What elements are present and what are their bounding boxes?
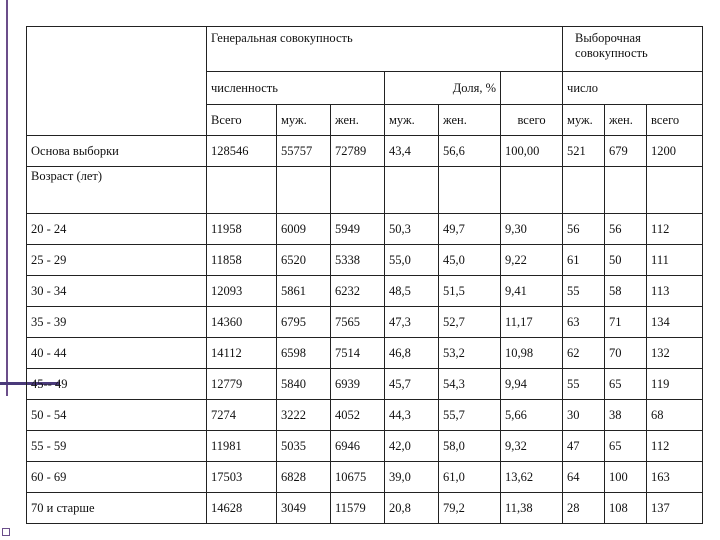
cell: 20,8	[385, 493, 439, 524]
table-row	[27, 245, 703, 276]
col-header: жен.	[331, 105, 385, 136]
row-label: Основа выборки	[27, 136, 207, 167]
cell: 6828	[277, 462, 331, 493]
cell: 9,30	[501, 214, 563, 245]
cell: 49,7	[439, 214, 501, 245]
col-header: жен.	[439, 105, 501, 136]
header-empty-cell	[501, 72, 563, 105]
table-row	[27, 214, 703, 245]
slide-bullet-square	[2, 528, 10, 536]
cell: 48,5	[385, 276, 439, 307]
col-header: муж.	[277, 105, 331, 136]
cell: 65	[605, 431, 647, 462]
table-row	[27, 369, 703, 400]
cell: 28	[563, 493, 605, 524]
cell: 108	[605, 493, 647, 524]
cell: 6520	[277, 245, 331, 276]
cell: 7274	[207, 400, 277, 431]
row-label: 70 и старше	[27, 493, 207, 524]
cell: 112	[647, 431, 703, 462]
col-header: муж.	[563, 105, 605, 136]
table-row	[27, 431, 703, 462]
cell: 55757	[277, 136, 331, 167]
cell: 11958	[207, 214, 277, 245]
cell: 3049	[277, 493, 331, 524]
cell: 45,7	[385, 369, 439, 400]
cell: 61	[563, 245, 605, 276]
cell: 51,5	[439, 276, 501, 307]
col-header: Всего	[207, 105, 277, 136]
cell: 65	[605, 369, 647, 400]
cell: 50,3	[385, 214, 439, 245]
cell: 56,6	[439, 136, 501, 167]
cell: 11,38	[501, 493, 563, 524]
header-share: Доля, %	[385, 72, 501, 105]
cell: 52,7	[439, 307, 501, 338]
cell: 6232	[331, 276, 385, 307]
header-number: число	[563, 72, 703, 105]
statistics-table	[26, 26, 703, 524]
cell: 521	[563, 136, 605, 167]
cell: 5338	[331, 245, 385, 276]
cell: 6939	[331, 369, 385, 400]
header-count: численность	[207, 72, 385, 105]
row-label: 40 - 44	[27, 338, 207, 369]
table-row	[27, 307, 703, 338]
cell: 39,0	[385, 462, 439, 493]
cell: 58	[605, 276, 647, 307]
cell: 100	[605, 462, 647, 493]
cell: 72789	[331, 136, 385, 167]
cell: 47	[563, 431, 605, 462]
cell: 679	[605, 136, 647, 167]
cell: 112	[647, 214, 703, 245]
row-label: 35 - 39	[27, 307, 207, 338]
cell: 11981	[207, 431, 277, 462]
cell: 5861	[277, 276, 331, 307]
data-rows	[27, 214, 703, 524]
cell	[563, 167, 605, 214]
cell: 111	[647, 245, 703, 276]
cell: 55,7	[439, 400, 501, 431]
cell: 137	[647, 493, 703, 524]
cell: 30	[563, 400, 605, 431]
cell: 1200	[647, 136, 703, 167]
cell: 9,22	[501, 245, 563, 276]
cell: 61,0	[439, 462, 501, 493]
cell	[501, 167, 563, 214]
col-header: всего	[501, 105, 563, 136]
cell: 6946	[331, 431, 385, 462]
cell: 13,62	[501, 462, 563, 493]
slide-decor-vertical-line	[6, 0, 8, 396]
cell: 11,17	[501, 307, 563, 338]
cell	[439, 167, 501, 214]
cell: 17503	[207, 462, 277, 493]
cell: 9,94	[501, 369, 563, 400]
row-label: 60 - 69	[27, 462, 207, 493]
cell: 64	[563, 462, 605, 493]
row-label: 50 - 54	[27, 400, 207, 431]
cell: 42,0	[385, 431, 439, 462]
header-sample-population: Выборочная совокупность	[563, 27, 703, 72]
cell	[277, 167, 331, 214]
cell: 132	[647, 338, 703, 369]
cell	[385, 167, 439, 214]
cell: 46,8	[385, 338, 439, 369]
cell: 12093	[207, 276, 277, 307]
table-row	[27, 400, 703, 431]
cell: 58,0	[439, 431, 501, 462]
cell: 12779	[207, 369, 277, 400]
cell: 119	[647, 369, 703, 400]
base-row	[27, 136, 703, 167]
cell: 71	[605, 307, 647, 338]
cell: 3222	[277, 400, 331, 431]
cell: 54,3	[439, 369, 501, 400]
table-row	[27, 462, 703, 493]
cell: 50	[605, 245, 647, 276]
cell: 134	[647, 307, 703, 338]
age-row	[27, 167, 703, 214]
row-label: 45-- 49	[27, 369, 207, 400]
cell: 128546	[207, 136, 277, 167]
cell: 9,32	[501, 431, 563, 462]
cell: 38	[605, 400, 647, 431]
row-label: 55 - 59	[27, 431, 207, 462]
table-row	[27, 338, 703, 369]
cell	[331, 167, 385, 214]
cell: 62	[563, 338, 605, 369]
cell: 10675	[331, 462, 385, 493]
row-label: 30 - 34	[27, 276, 207, 307]
cell: 100,00	[501, 136, 563, 167]
cell: 5949	[331, 214, 385, 245]
row-label: 20 - 24	[27, 214, 207, 245]
cell: 56	[605, 214, 647, 245]
cell: 10,98	[501, 338, 563, 369]
cell: 113	[647, 276, 703, 307]
cell: 14112	[207, 338, 277, 369]
header-corner-cell	[27, 27, 207, 136]
cell: 53,2	[439, 338, 501, 369]
cell: 68	[647, 400, 703, 431]
table-row	[27, 276, 703, 307]
cell: 6598	[277, 338, 331, 369]
table-row	[27, 493, 703, 524]
header-general-population: Генеральная совокупность	[207, 27, 563, 72]
col-header: муж.	[385, 105, 439, 136]
cell: 55	[563, 276, 605, 307]
row-label: 25 - 29	[27, 245, 207, 276]
cell: 7514	[331, 338, 385, 369]
cell: 9,41	[501, 276, 563, 307]
cell	[207, 167, 277, 214]
cell: 14360	[207, 307, 277, 338]
cell: 11579	[331, 493, 385, 524]
cell: 163	[647, 462, 703, 493]
header-row-1	[27, 27, 703, 72]
cell: 45,0	[439, 245, 501, 276]
col-header: жен.	[605, 105, 647, 136]
col-header: всего	[647, 105, 703, 136]
cell: 5,66	[501, 400, 563, 431]
cell: 44,3	[385, 400, 439, 431]
cell: 11858	[207, 245, 277, 276]
cell: 43,4	[385, 136, 439, 167]
cell: 56	[563, 214, 605, 245]
cell: 55	[563, 369, 605, 400]
cell: 5035	[277, 431, 331, 462]
cell: 47,3	[385, 307, 439, 338]
cell: 79,2	[439, 493, 501, 524]
cell: 55,0	[385, 245, 439, 276]
cell: 14628	[207, 493, 277, 524]
cell: 70	[605, 338, 647, 369]
cell: 6795	[277, 307, 331, 338]
cell: 7565	[331, 307, 385, 338]
cell: 4052	[331, 400, 385, 431]
cell	[647, 167, 703, 214]
cell: 6009	[277, 214, 331, 245]
cell	[605, 167, 647, 214]
cell: 5840	[277, 369, 331, 400]
cell: 63	[563, 307, 605, 338]
row-label: Возраст (лет)	[27, 167, 207, 214]
